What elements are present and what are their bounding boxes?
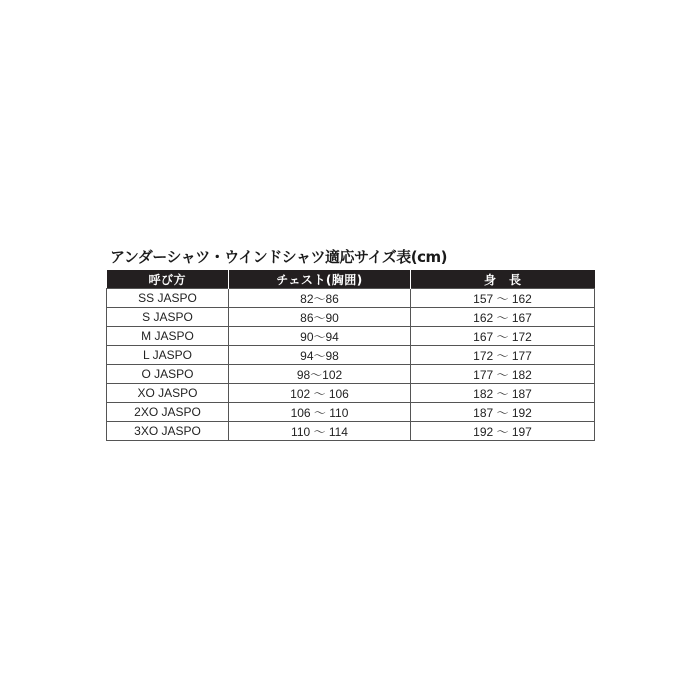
size-name-cell: O JASPO: [107, 365, 229, 384]
table-row: [107, 289, 595, 308]
header-chest: チェスト(胸囲): [229, 270, 411, 289]
table-row: [107, 308, 595, 327]
chest-cell: 90〜94: [229, 327, 411, 346]
chest-cell: 94〜98: [229, 346, 411, 365]
table-row: [107, 403, 595, 422]
size-name-cell: 3XO JASPO: [107, 422, 229, 441]
table-row: [107, 384, 595, 403]
size-name-cell: XO JASPO: [107, 384, 229, 403]
size-name-cell: 2XO JASPO: [107, 403, 229, 422]
chart-title: アンダーシャツ・ウインドシャツ適応サイズ表(cm): [110, 248, 447, 266]
height-cell: 192 〜 197: [411, 422, 595, 441]
chest-cell: 86〜90: [229, 308, 411, 327]
height-cell: 182 〜 187: [411, 384, 595, 403]
height-cell: 172 〜 177: [411, 346, 595, 365]
height-cell: 187 〜 192: [411, 403, 595, 422]
size-table: [106, 270, 595, 441]
chest-cell: 98〜102: [229, 365, 411, 384]
header-size-name: 呼び方: [107, 270, 229, 289]
chest-cell: 106 〜 110: [229, 403, 411, 422]
table-header-row: [107, 270, 595, 289]
size-name-cell: SS JASPO: [107, 289, 229, 308]
height-cell: 162 〜 167: [411, 308, 595, 327]
chest-cell: 82〜86: [229, 289, 411, 308]
table-row: [107, 346, 595, 365]
height-cell: 157 〜 162: [411, 289, 595, 308]
height-cell: 177 〜 182: [411, 365, 595, 384]
size-name-cell: L JASPO: [107, 346, 229, 365]
chest-cell: 110 〜 114: [229, 422, 411, 441]
height-cell: 167 〜 172: [411, 327, 595, 346]
size-name-cell: M JASPO: [107, 327, 229, 346]
table-row: [107, 327, 595, 346]
size-name-cell: S JASPO: [107, 308, 229, 327]
table-row: [107, 422, 595, 441]
size-chart: [106, 246, 594, 441]
table-row: [107, 365, 595, 384]
chest-cell: 102 〜 106: [229, 384, 411, 403]
header-height: 身 長: [411, 270, 595, 289]
